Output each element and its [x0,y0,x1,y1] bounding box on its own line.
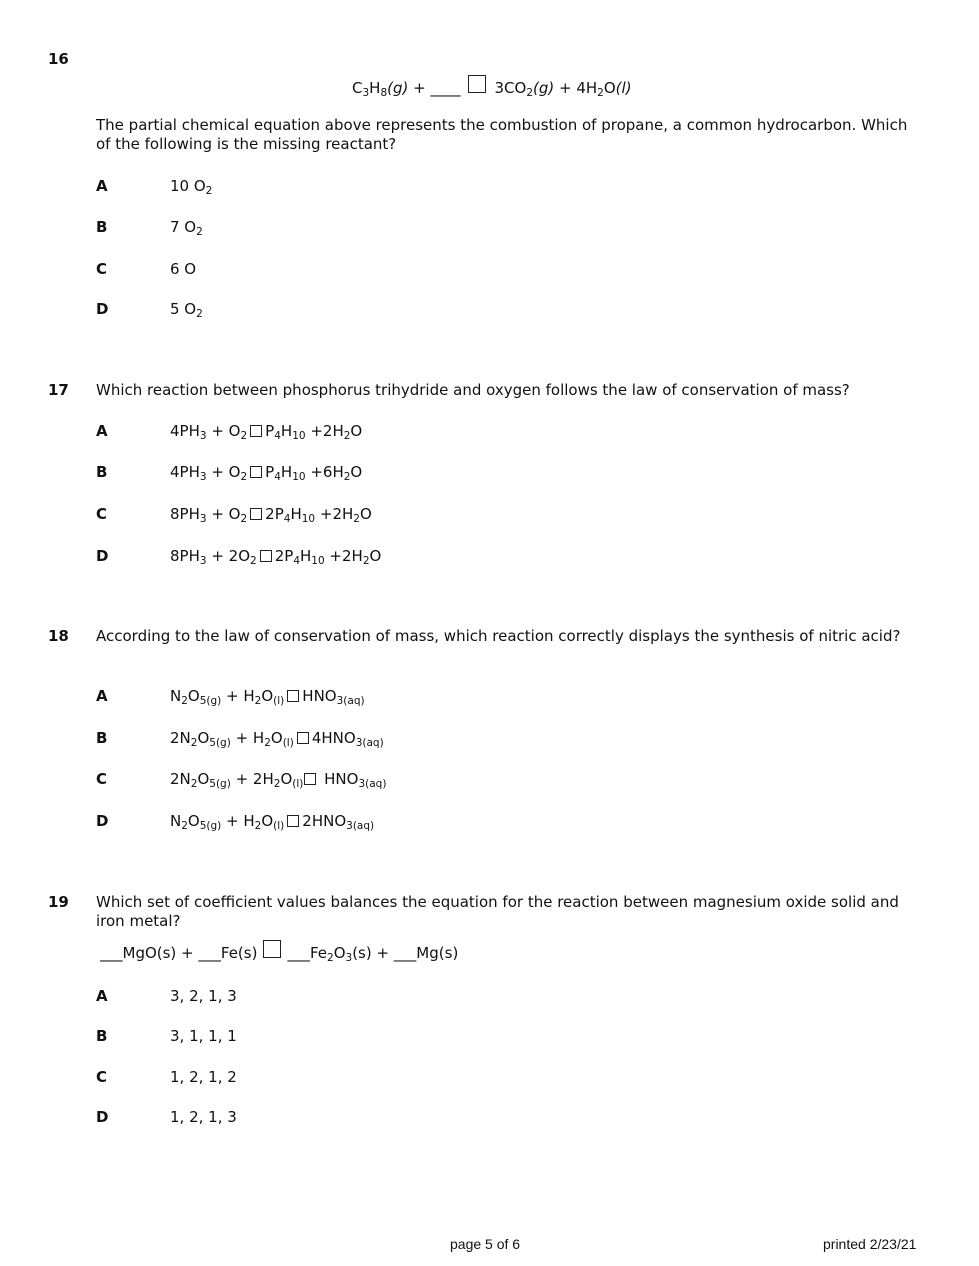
question-stem: Which reaction between phosphorus trihydride and oxygen follows the law of conservation of mass? [96,381,850,399]
question-stem: Which set of coefficient values balances the equation for the reaction between magnesium oxide solid and iron metal? [96,893,899,930]
page-number: page 5 of 6 [450,1236,521,1252]
option-text[interactable]: 6 O [170,260,197,278]
arrow-placeholder-box-icon [263,940,281,958]
question-stem: According to the law of conservation of mass, which reaction correctly displays the synthesis of nitric acid? [96,627,901,645]
option-text[interactable]: $4PH_3 + O_2$ $P_4H_{10} +2H_2O$ [170,422,363,442]
propane-equation: $C_3H_8(g)$ + ____ $3CO_2(g) + 4H_2O(l)$ [352,75,632,97]
option-text[interactable]: 10 $O_2$ [170,177,213,197]
option-text[interactable]: $8PH_3 + O_2$ $2P_4H_{10} +2H_2O$ [170,505,372,525]
option-text[interactable]: 7 $O_2$ [170,218,203,238]
question-number: 19 [48,893,69,911]
option-letter[interactable]: D [96,547,109,565]
option-letter[interactable]: A [96,422,108,440]
option-text[interactable]: $8PH_3 + 2O_2$ $2P_4H_{10} +2H_2O$ [170,547,382,567]
option-letter[interactable]: D [96,1108,109,1126]
magnesium-iron-equation: ___MgO(s) + ___Fe(s) $\_\_\_Fe_2O_3(s)$ + ___Mg(s) [100,940,458,962]
option-text[interactable]: 5 $O_2$ [170,300,203,320]
option-text[interactable]: $2N_2O_{5(g)} + H_2O_{(l)}$ $4HNO_{3(aq)}$ [170,729,384,749]
option-letter[interactable]: B [96,218,108,236]
arrow-placeholder-box-icon [250,508,262,520]
option-text[interactable]: $2N_2O_{5(g)} + 2H_2O_{(l)}$ $HNO_{3(aq)}$ [170,770,387,790]
option-letter[interactable]: C [96,770,108,788]
option-letter[interactable]: C [96,260,108,278]
option-text[interactable]: 1, 2, 1, 3 [170,1108,237,1126]
arrow-placeholder-box-icon [260,550,272,562]
option-letter[interactable]: B [96,1027,108,1045]
option-text[interactable]: $N_2O_{5(g)} + H_2O_{(l)}$ $2HNO_{3(aq)}$ [170,812,375,832]
option-letter[interactable]: C [96,505,108,523]
arrow-placeholder-box-icon [304,773,316,785]
option-letter[interactable]: A [96,687,108,705]
arrow-placeholder-box-icon [297,732,309,744]
option-text[interactable]: 3, 2, 1, 3 [170,987,237,1005]
option-letter[interactable]: C [96,1068,108,1086]
arrow-placeholder-box-icon [250,425,262,437]
option-text[interactable]: 3, 1, 1, 1 [170,1027,237,1045]
question-stem: The partial chemical equation above represents the combustion of propane, a common hydrocarbon. Which of the following is the missing reactant? [96,116,908,153]
option-text[interactable]: 1, 2, 1, 2 [170,1068,237,1086]
question-number: 18 [48,627,69,645]
arrow-placeholder-box-icon [287,815,299,827]
option-text[interactable]: $N_2O_{5(g)} + H_2O_{(l)}$ $HNO_{3(aq)}$ [170,687,365,707]
option-letter[interactable]: A [96,177,108,195]
option-letter[interactable]: D [96,300,109,318]
option-letter[interactable]: D [96,812,109,830]
option-letter[interactable]: A [96,987,108,1005]
option-letter[interactable]: B [96,463,108,481]
option-text[interactable]: $4PH_3 + O_2$ $P_4H_{10} +6H_2O$ [170,463,363,483]
question-number: 16 [48,50,69,68]
arrow-placeholder-box-icon [287,690,299,702]
arrow-placeholder-box-icon [250,466,262,478]
printed-date: printed 2/23/21 [823,1236,917,1252]
question-number: 17 [48,381,69,399]
option-letter[interactable]: B [96,729,108,747]
arrow-placeholder-box-icon [468,75,486,93]
